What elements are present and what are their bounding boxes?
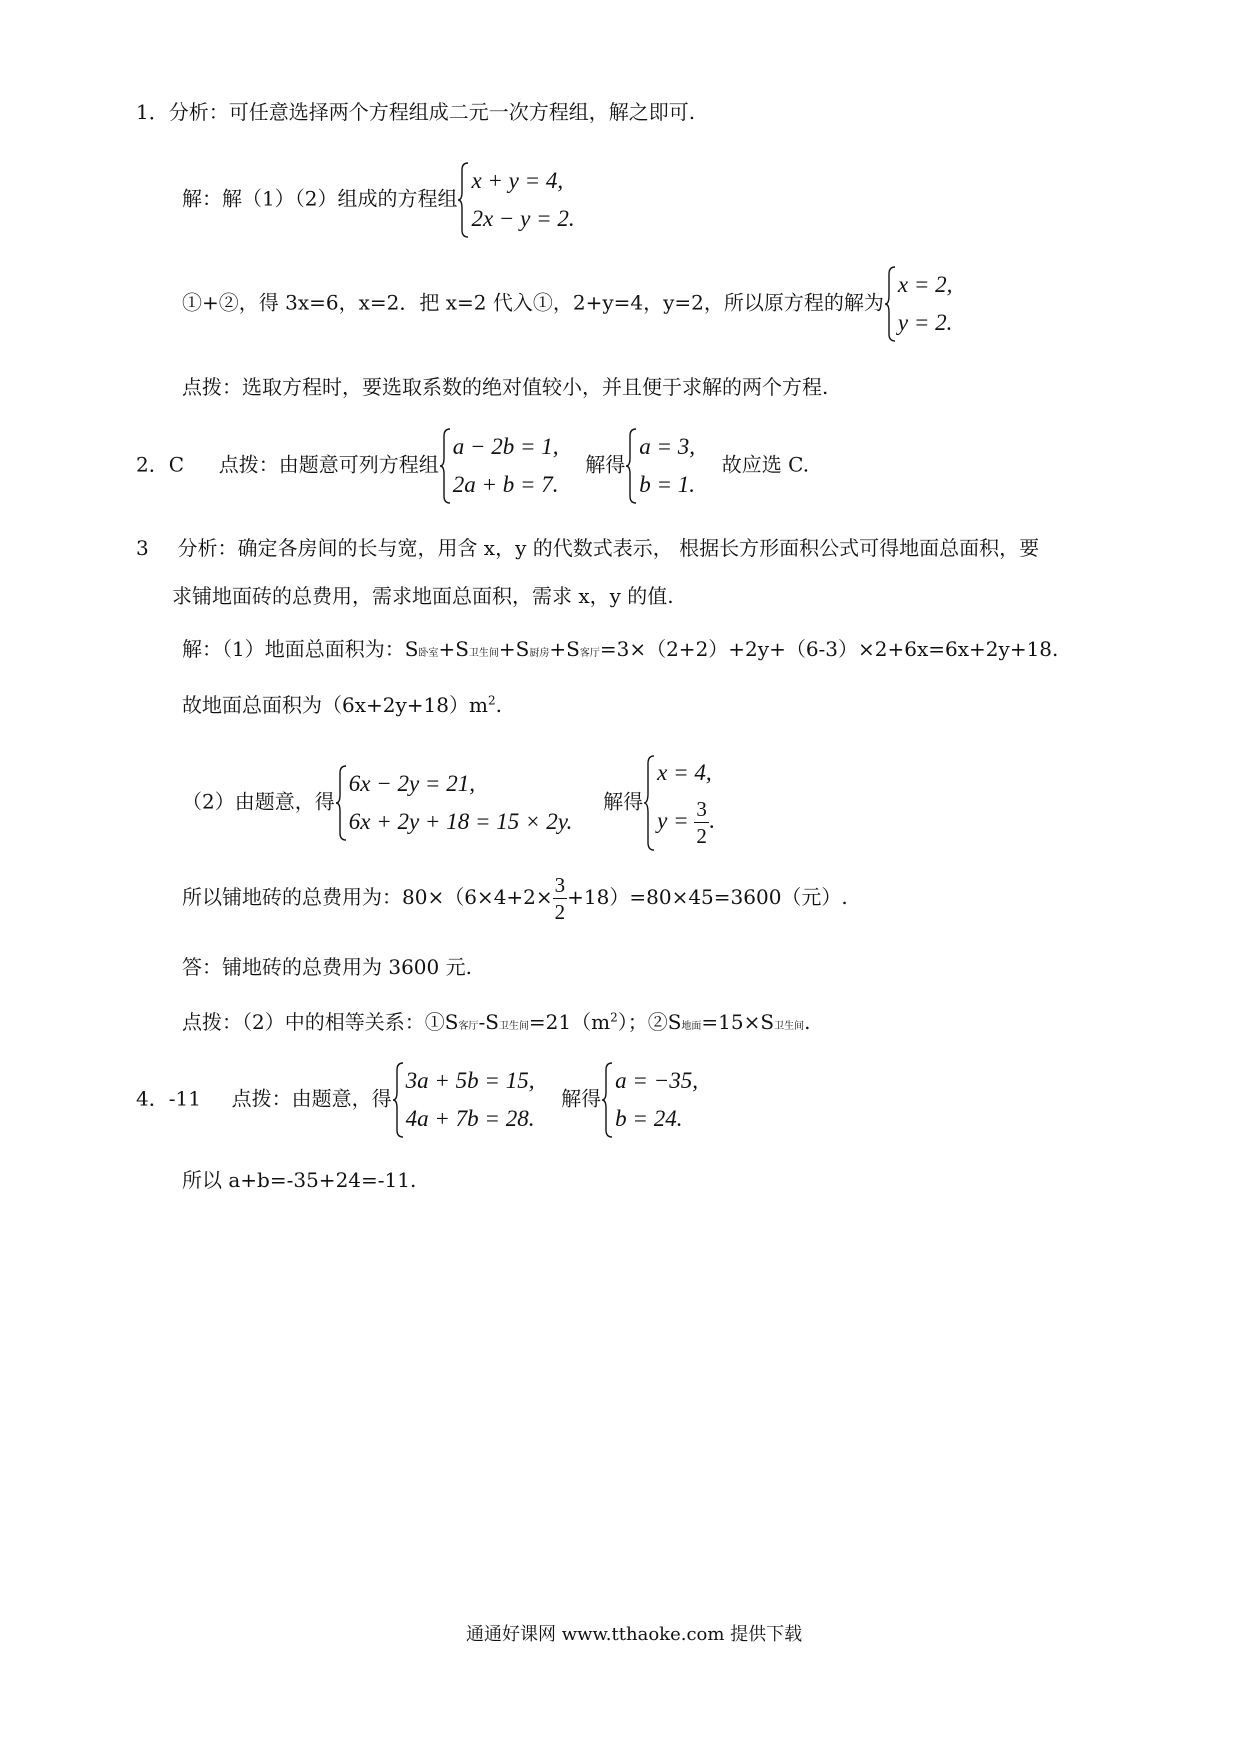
q3-s-1: S (404, 637, 419, 661)
q3-area (182, 637, 1058, 661)
q4-conclusion: 所以 a+b=-35+24=-11. (182, 1168, 417, 1192)
q4-eq-2: 4a + 7b = 28. (405, 1106, 535, 1131)
q3-number: 3 (136, 536, 149, 560)
q3-tip-sub-ground: 地面 (681, 1021, 702, 1032)
q2-solve-label: 解得 (585, 452, 626, 477)
q2-line (136, 428, 809, 504)
q3-sub-living: 客厅 (579, 648, 600, 659)
q1-step-text: ①+②，得 3x=6，x=2．把 x=2 代入①，2+y=4，y=2，所以原方程的解为 (182, 290, 884, 315)
q3-part2-text: （2）由题意，得 (182, 789, 335, 814)
q4-line (136, 1062, 698, 1138)
q1-ans-1: x = 2, (897, 272, 953, 297)
q2-answer-system (625, 428, 695, 504)
q3-tip-minus: -S (478, 1010, 499, 1034)
q1-tip: 点拨：选取方程时，要选取系数的绝对值较小，并且便于求解的两个方程. (182, 375, 829, 399)
q3-ans-y-den: 2 (696, 824, 707, 849)
q3-analysis-1 (136, 536, 1039, 560)
q2-eq-2: 2a + b = 7. (452, 472, 559, 497)
q3-equation-system (335, 765, 573, 841)
brace-icon (625, 428, 637, 504)
q1-answer-system (884, 266, 952, 342)
brace-icon (457, 162, 469, 238)
q2-number: 2．C (136, 452, 185, 477)
brace-icon (884, 266, 896, 342)
q3-ans-y-fraction (694, 796, 709, 849)
q3-tip-sub-living: 客厅 (458, 1021, 479, 1032)
q3-tip (182, 1010, 810, 1034)
q3-tip-pre: 点拨：（2）中的相等关系：①S (182, 1010, 459, 1034)
q4-answer-system (601, 1062, 698, 1138)
q2-equation-system (439, 428, 559, 504)
q4-eq-1: 3a + 5b = 15, (405, 1068, 535, 1093)
q3-plus-2: +S (498, 637, 530, 661)
q2-ans-1: a = 3, (639, 434, 696, 459)
q1-analysis-text: 分析：可任意选择两个方程组成二元一次方程组，解之即可. (168, 100, 696, 124)
q4-tip: 点拨：由题意，得 (231, 1086, 392, 1111)
q3-tip-sub-bathroom: 卫生间 (498, 1021, 529, 1032)
q3-eq-2: 6x + 2y + 18 = 15 × 2y. (348, 809, 573, 834)
brace-icon (335, 765, 347, 841)
q3-ans-y-num: 3 (696, 797, 707, 822)
q1-solution (182, 162, 575, 238)
q2-conclusion: 故应选 C. (721, 452, 810, 477)
brace-icon (643, 755, 655, 851)
q3-analysis-2: 求铺地面砖的总费用，需求地面总面积，需求 x，y 的值. (172, 584, 674, 608)
q1-step (182, 266, 952, 342)
footer: 通通好课网 www.tthaoke.com 提供下载 (466, 1624, 803, 1645)
q3-tip-eq: =15×S (701, 1010, 775, 1034)
q2-eq-1: a − 2b = 1, (452, 434, 559, 459)
q4-equation-system (392, 1062, 535, 1138)
q3-cost-fraction (553, 872, 568, 925)
q3-total (182, 693, 502, 717)
q1-analysis (136, 100, 695, 124)
q3-cost (182, 872, 848, 925)
q4-ans-2: b = 24. (615, 1106, 683, 1131)
q3-tip-mid: =21（m (528, 1010, 611, 1034)
q4-ans-1: a = −35, (615, 1068, 698, 1093)
q1-equation-system (457, 162, 574, 238)
q3-sub-kitchen: 厨房 (529, 648, 550, 659)
q3-solution-label: 解：（1）地面总面积为： (182, 637, 405, 661)
q3-tip-sub-bathroom-2: 卫生间 (774, 1021, 805, 1032)
q3-part2 (182, 755, 715, 851)
q3-tip-sup: 2 (610, 1010, 618, 1025)
q1-solution-text: 解：解（1）（2）组成的方程组 (182, 186, 458, 211)
q3-tip-mid2: ）；②S (617, 1010, 682, 1034)
q1-number: 1． (136, 100, 169, 124)
q3-ans-y-pre: y = (657, 808, 689, 833)
q3-answer-system (643, 755, 714, 851)
q3-ans-y (657, 791, 714, 851)
q3-eq-1: 6x − 2y = 21, (348, 771, 475, 796)
q3-sub-bedroom: 卧室 (418, 648, 439, 659)
q1-eq-1: x + y = 4, (471, 168, 564, 193)
q3-plus-3: +S (549, 637, 580, 661)
brace-icon (439, 428, 451, 504)
q3-total-dot: . (495, 693, 502, 717)
q3-sub-bathroom: 卫生间 (468, 648, 499, 659)
q3-ans-y-dot: . (708, 808, 715, 833)
q2-tip: 点拨：由题意可列方程组 (218, 452, 439, 477)
q3-solve-label: 解得 (603, 789, 644, 814)
q2-ans-2: b = 1. (639, 472, 696, 497)
q4-solve-label: 解得 (561, 1086, 602, 1111)
q3-area-rhs: =3×（2+2）+2y+（6-3）×2+6x=6x+2y+18. (599, 637, 1059, 661)
q3-cost-den: 2 (554, 900, 566, 924)
brace-icon (601, 1062, 613, 1138)
q3-cost-num: 3 (554, 873, 566, 897)
q3-ans-x: x = 4, (657, 760, 712, 785)
q3-tip-end: . (804, 1010, 811, 1034)
q4-number: 4．-11 (136, 1086, 201, 1111)
q1-ans-2: y = 2. (897, 310, 953, 335)
q3-plus-1: +S (438, 637, 469, 661)
q3-total-sup: 2 (487, 693, 496, 708)
q3-total-text: 故地面总面积为（6x+2y+18）m (182, 693, 488, 717)
q1-eq-2: 2x − y = 2. (471, 206, 575, 231)
q3-cost-pre: 所以铺地砖的总费用为：80×（6×4+2× (182, 885, 553, 909)
q3-analysis-text-1: 分析：确定各房间的长与宽，用含 x，y 的代数式表示， 根据长方形面积公式可得地面总面积，要 (177, 536, 1040, 560)
brace-icon (392, 1062, 404, 1138)
q3-answer: 答：铺地砖的总费用为 3600 元. (182, 955, 472, 979)
q3-cost-post: +18）=80×45=3600（元）. (567, 885, 848, 909)
